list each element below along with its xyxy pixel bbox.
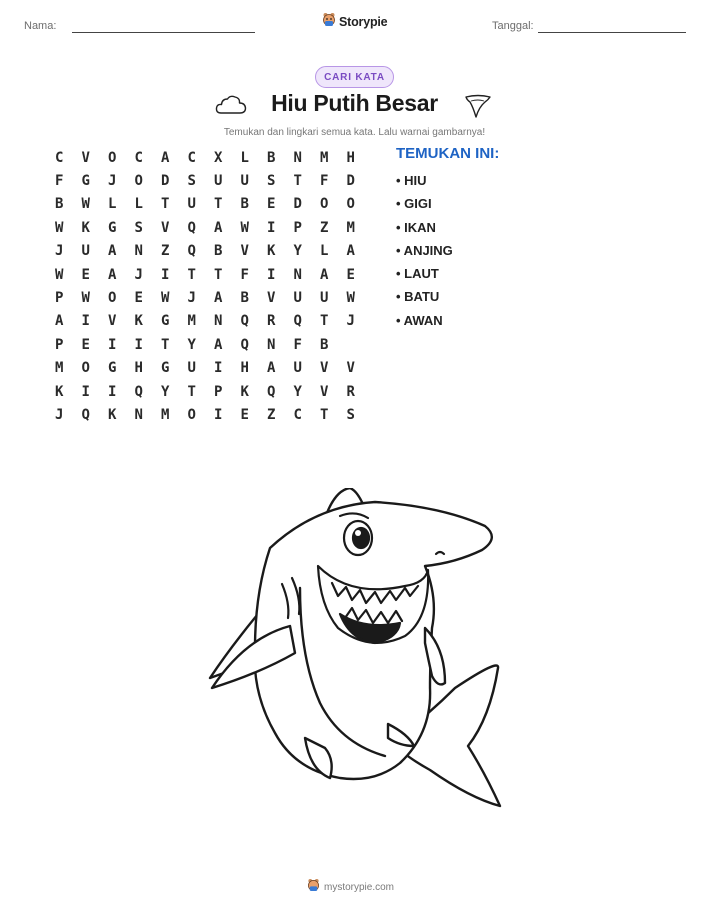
grid-letter[interactable]: T [187,383,196,400]
grid-letter[interactable]: T [187,266,196,283]
name-label: Nama: [24,20,57,32]
grid-letter[interactable]: E [134,290,143,307]
grid-letter[interactable]: B [214,243,223,260]
footer-url[interactable]: mystorypie.com [324,882,395,893]
grid-letter[interactable]: V [108,313,117,330]
grid-letter[interactable]: G [81,173,90,190]
grid-letter[interactable]: I [134,336,143,353]
word-item: • BATU [396,289,440,305]
grid-letter[interactable]: A [267,360,276,377]
grid-letter[interactable]: V [240,243,249,260]
grid-letter[interactable]: Q [187,219,196,236]
grid-letter[interactable]: G [161,313,170,330]
grid-letter[interactable]: Q [240,313,249,330]
grid-letter[interactable]: N [293,149,302,166]
grid-letter[interactable]: E [81,266,90,283]
grid-letter[interactable]: K [267,243,276,260]
grid-letter[interactable]: J [187,290,196,307]
grid-letter[interactable]: M [161,406,170,423]
grid-letter[interactable]: Q [240,336,249,353]
word-item: • IKAN [396,219,436,235]
grid-letter[interactable]: O [134,173,143,190]
grid-letter[interactable]: U [293,290,302,307]
grid-letter[interactable]: I [267,266,276,283]
grid-letter[interactable]: A [161,149,170,166]
grid-letter[interactable]: R [346,383,355,400]
grid-letter[interactable]: A [214,219,223,236]
grid-letter[interactable]: Y [293,383,302,400]
grid-letter[interactable]: E [267,196,276,213]
grid-letter[interactable]: V [161,219,170,236]
grid-letter[interactable]: B [240,290,249,307]
grid-letter[interactable]: T [214,266,223,283]
grid-letter[interactable]: Y [293,243,302,260]
grid-letter[interactable]: A [108,266,117,283]
grid-letter[interactable]: F [55,173,64,190]
grid-letter[interactable]: P [55,336,64,353]
grid-letter[interactable]: P [55,290,64,307]
grid-letter[interactable]: H [134,360,143,377]
grid-letter[interactable]: L [320,243,329,260]
grid-letter[interactable]: W [81,196,90,213]
grid-letter[interactable]: Q [81,406,90,423]
grid-letter[interactable]: J [55,243,64,260]
grid-letter[interactable]: A [320,266,329,283]
grid-letter[interactable]: F [320,173,329,190]
word-item: • LAUT [396,266,439,282]
shark-tooth-icon [464,93,492,124]
date-line[interactable] [538,32,686,33]
grid-letter[interactable]: M [187,313,196,330]
grid-letter[interactable]: M [55,360,64,377]
storypie-logo-icon [322,12,336,32]
word-list-title: TEMUKAN INI: [396,145,500,162]
grid-letter[interactable]: Y [187,336,196,353]
word-search-grid[interactable] [46,146,364,427]
grid-letter[interactable]: P [214,383,223,400]
grid-letter[interactable]: K [134,313,143,330]
grid-letter[interactable]: N [293,266,302,283]
grid-letter[interactable]: B [267,149,276,166]
shark-illustration[interactable] [200,488,510,823]
grid-letter[interactable]: L [240,149,249,166]
grid-letter[interactable]: K [81,219,90,236]
grid-letter[interactable]: O [320,196,329,213]
grid-letter[interactable]: K [108,406,117,423]
grid-letter[interactable]: N [134,406,143,423]
grid-letter[interactable]: O [108,290,117,307]
grid-letter[interactable]: I [214,406,223,423]
grid-letter[interactable]: Q [293,313,302,330]
grid-letter[interactable]: W [161,290,170,307]
storypie-logo [322,12,387,32]
grid-letter[interactable]: V [81,149,90,166]
grid-letter[interactable]: O [187,406,196,423]
grid-letter[interactable]: L [108,196,117,213]
grid-letter[interactable]: R [267,313,276,330]
grid-letter[interactable]: I [214,360,223,377]
grid-letter[interactable]: J [134,266,143,283]
grid-letter[interactable]: Q [187,243,196,260]
grid-letter[interactable]: L [134,196,143,213]
grid-letter[interactable]: T [161,196,170,213]
grid-letter[interactable]: U [240,173,249,190]
word-item: • AWAN [396,312,443,328]
grid-letter[interactable]: A [346,243,355,260]
grid-letter[interactable]: C [293,406,302,423]
grid-letter[interactable]: J [108,173,117,190]
grid-letter[interactable]: B [240,196,249,213]
grid-letter[interactable]: B [55,196,64,213]
name-line[interactable] [72,32,255,33]
grid-letter[interactable]: W [81,290,90,307]
grid-letter[interactable]: G [161,360,170,377]
grid-letter[interactable]: M [346,219,355,236]
grid-letter[interactable]: O [81,360,90,377]
grid-letter[interactable]: T [320,406,329,423]
grid-letter[interactable]: I [161,266,170,283]
grid-letter[interactable]: D [346,173,355,190]
page-title: Hiu Putih Besar [271,90,438,116]
grid-letter[interactable]: B [320,336,329,353]
grid-letter[interactable]: V [267,290,276,307]
grid-letter[interactable]: H [240,360,249,377]
date-label: Tanggal: [492,20,534,32]
grid-letter[interactable]: I [267,219,276,236]
grid-letter[interactable]: I [81,383,90,400]
grid-letter[interactable]: C [187,149,196,166]
grid-letter[interactable]: G [108,360,117,377]
grid-letter[interactable]: A [214,336,223,353]
grid-letter[interactable]: E [346,266,355,283]
grid-letter[interactable]: I [81,313,90,330]
grid-letter[interactable]: M [320,149,329,166]
grid-letter[interactable]: V [346,360,355,377]
grid-letter[interactable]: W [240,219,249,236]
brand-name: Storypie [339,15,388,29]
grid-letter[interactable]: I [108,336,117,353]
grid-letter[interactable]: D [293,196,302,213]
grid-letter[interactable]: J [346,313,355,330]
grid-letter[interactable]: T [214,196,223,213]
grid-letter[interactable]: U [320,290,329,307]
grid-letter[interactable]: N [134,243,143,260]
category-badge: CARI KATA [315,66,394,88]
grid-letter[interactable]: F [240,266,249,283]
grid-letter[interactable]: D [161,173,170,190]
grid-letter[interactable]: T [293,173,302,190]
grid-letter[interactable]: T [161,336,170,353]
grid-letter[interactable]: J [55,406,64,423]
grid-letter[interactable]: Q [267,383,276,400]
grid-letter[interactable]: A [55,313,64,330]
grid-letter[interactable]: U [214,173,223,190]
grid-letter[interactable]: I [108,383,117,400]
grid-letter[interactable]: Z [267,406,276,423]
word-item: • ANJING [396,242,453,258]
grid-letter[interactable]: E [81,336,90,353]
grid-letter[interactable]: Z [320,219,329,236]
grid-letter[interactable]: W [55,219,64,236]
storypie-logo-icon [307,878,320,897]
grid-letter[interactable]: K [240,383,249,400]
grid-letter[interactable]: S [267,173,276,190]
grid-letter[interactable]: U [293,360,302,377]
grid-letter[interactable]: O [346,196,355,213]
grid-letter[interactable]: V [320,383,329,400]
grid-letter[interactable]: A [108,243,117,260]
grid-letter[interactable]: U [187,196,196,213]
grid-letter[interactable]: W [346,290,355,307]
grid-letter[interactable]: T [320,313,329,330]
grid-letter[interactable]: X [214,149,223,166]
grid-letter[interactable]: A [214,290,223,307]
footer [307,878,394,897]
grid-letter[interactable]: S [134,219,143,236]
grid-letter[interactable]: O [108,149,117,166]
grid-letter[interactable]: S [187,173,196,190]
grid-letter[interactable]: G [108,219,117,236]
grid-letter[interactable]: F [293,336,302,353]
grid-letter[interactable]: Z [161,243,170,260]
grid-letter[interactable]: W [55,266,64,283]
grid-letter[interactable]: N [214,313,223,330]
grid-letter[interactable]: S [346,406,355,423]
word-list [396,171,453,334]
grid-letter[interactable]: N [267,336,276,353]
grid-letter[interactable]: H [346,149,355,166]
grid-letter[interactable]: C [55,149,64,166]
grid-letter[interactable]: E [240,406,249,423]
grid-letter[interactable]: U [81,243,90,260]
grid-letter[interactable]: U [187,360,196,377]
word-item: • HIU [396,173,427,188]
grid-letter[interactable]: C [134,149,143,166]
instructions: Temukan dan lingkari semua kata. Lalu warnai gambarnya! [223,127,486,138]
grid-letter[interactable]: V [320,360,329,377]
word-item: • GIGI [396,196,432,212]
grid-letter[interactable]: Y [161,383,170,400]
grid-letter[interactable]: Q [134,383,143,400]
grid-letter[interactable]: K [55,383,64,400]
grid-letter[interactable]: P [293,219,302,236]
